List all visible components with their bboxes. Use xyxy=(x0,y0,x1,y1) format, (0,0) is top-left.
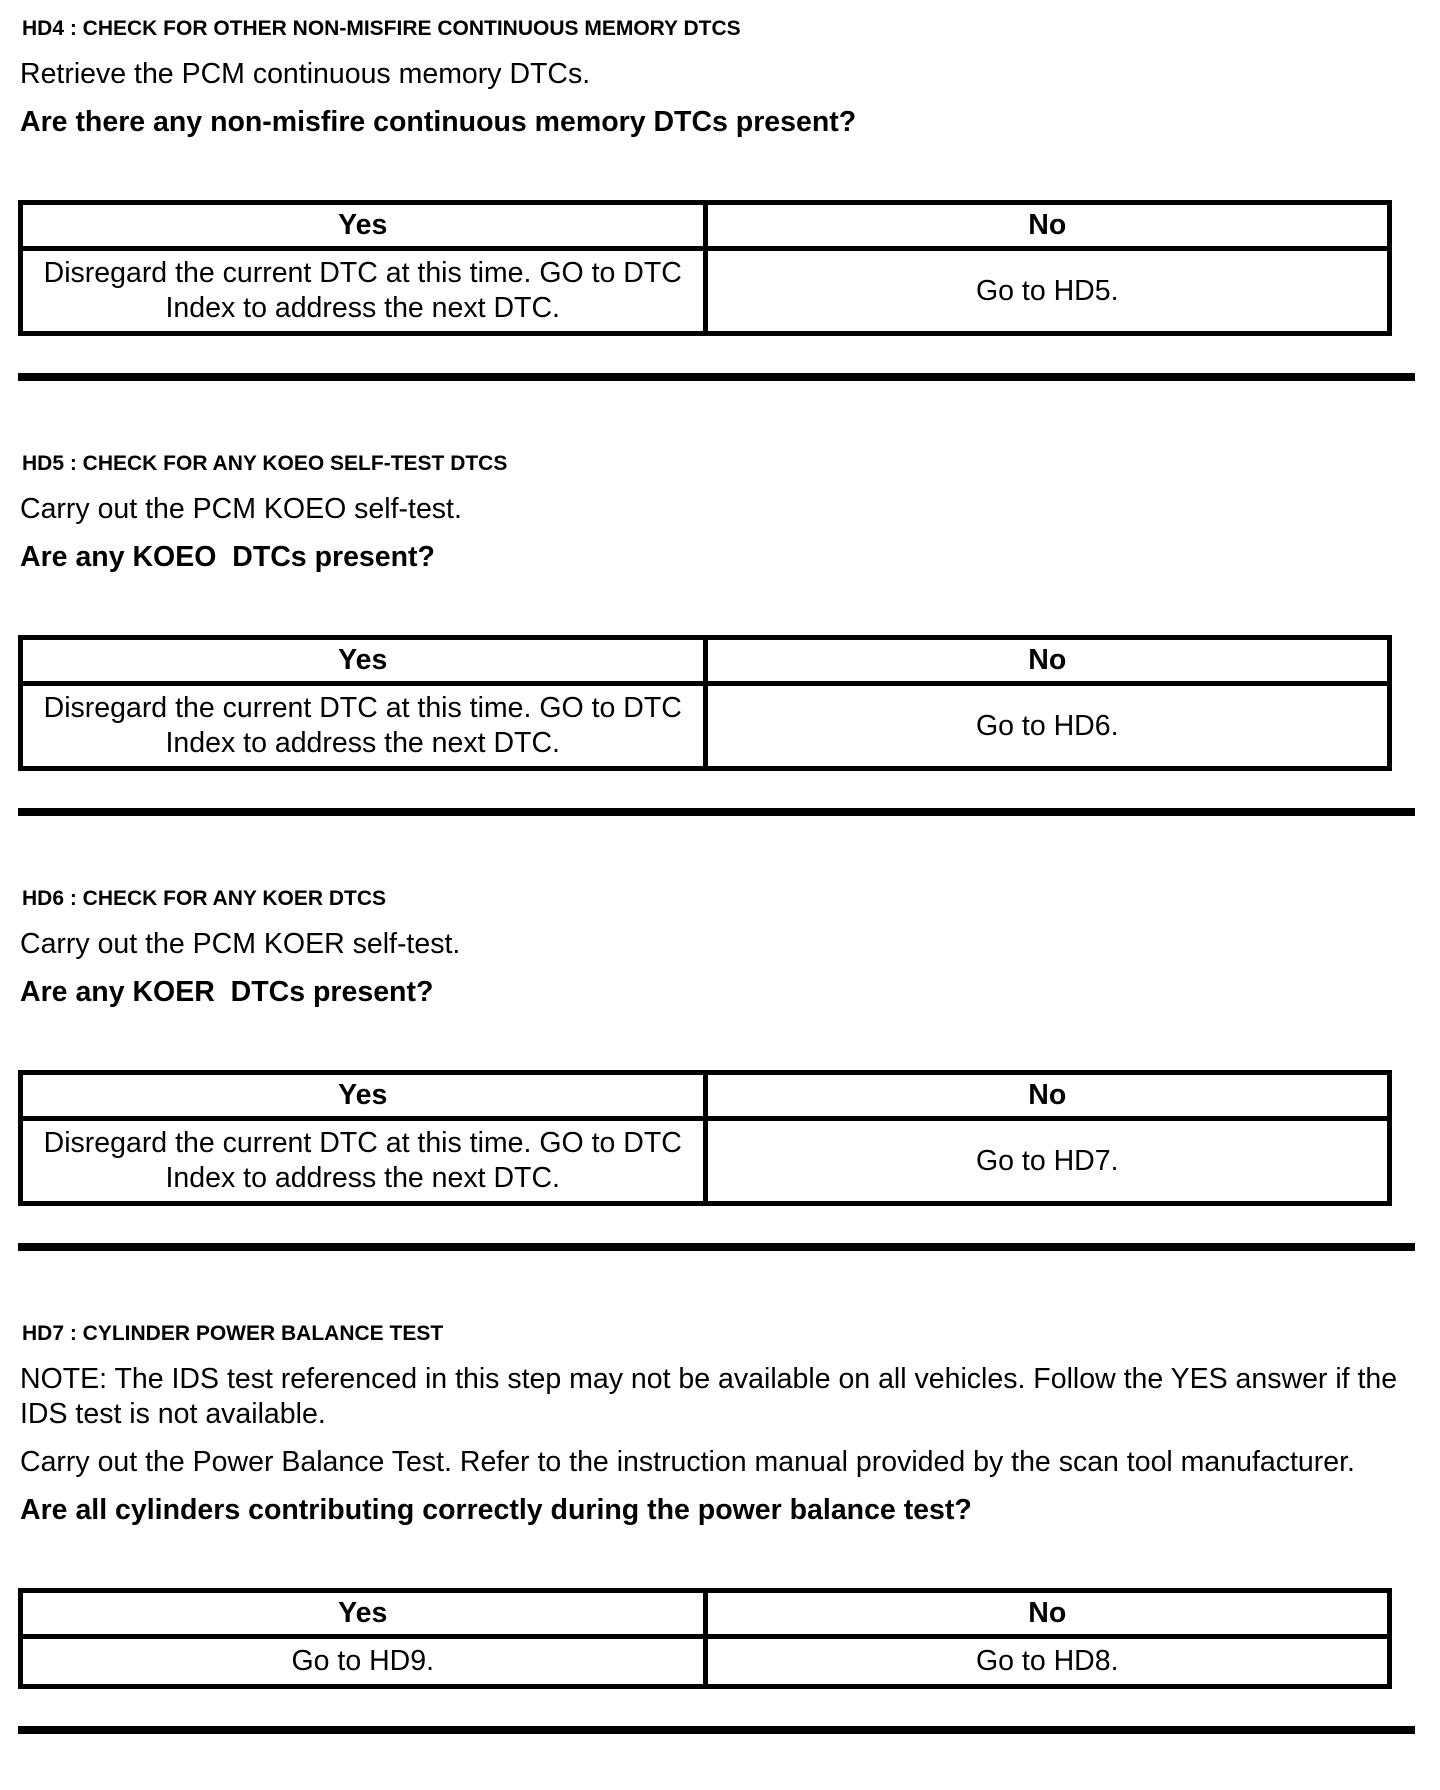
no-action-cell: Go to HD5. xyxy=(705,249,1390,334)
step-hd6-decision-table xyxy=(18,1070,1392,1206)
no-action-cell: Go to HD6. xyxy=(705,684,1390,769)
yes-column-header: Yes xyxy=(21,638,706,684)
step-hd7-heading: HD7 : CYLINDER POWER BALANCE TEST xyxy=(22,1322,444,1345)
yes-column-header: Yes xyxy=(21,1591,706,1637)
yes-column-header: Yes xyxy=(21,1073,706,1119)
no-action-cell: Go to HD8. xyxy=(705,1637,1390,1687)
decision-table-header-row xyxy=(21,1073,1390,1119)
section-divider xyxy=(18,373,1415,381)
step-hd7-question: Are all cylinders contributing correctly during the power balance test? xyxy=(20,1494,972,1526)
step-hd7 xyxy=(20,1321,1420,1734)
section-divider xyxy=(18,808,1415,816)
decision-table-header-row xyxy=(21,203,1390,249)
step-hd5-heading: HD5 : CHECK FOR ANY KOEO SELF-TEST DTCS xyxy=(22,452,508,475)
section-divider xyxy=(18,1726,1415,1734)
decision-table-action-row xyxy=(21,1637,1390,1687)
no-column-header: No xyxy=(705,1073,1390,1119)
no-column-header: No xyxy=(705,638,1390,684)
yes-action-cell: Go to HD9. xyxy=(21,1637,706,1687)
step-hd4-decision-table xyxy=(18,200,1392,336)
yes-column-header: Yes xyxy=(21,203,706,249)
step-hd6-question: Are any KOER DTCs present? xyxy=(20,976,434,1008)
step-hd5-question: Are any KOEO DTCs present? xyxy=(20,541,435,573)
no-action-cell: Go to HD7. xyxy=(705,1119,1390,1204)
step-hd6 xyxy=(20,886,1420,1251)
step-hd6-instruction: Carry out the PCM KOER self-test. xyxy=(20,928,461,960)
step-hd4-heading: HD4 : CHECK FOR OTHER NON-MISFIRE CONTINUOUS MEMORY DTCS xyxy=(22,17,741,40)
decision-table-header-row xyxy=(21,638,1390,684)
step-hd4-instruction: Retrieve the PCM continuous memory DTCs. xyxy=(20,58,591,90)
step-hd7-note: NOTE: The IDS test referenced in this step may not be available on all vehicles. Follow the YES answer if the IDS test is not available. xyxy=(20,1363,1406,1430)
step-hd5 xyxy=(20,451,1420,816)
step-hd5-decision-table xyxy=(18,635,1392,771)
step-hd6-heading: HD6 : CHECK FOR ANY KOER DTCS xyxy=(22,887,387,910)
yes-action-cell: Disregard the current DTC at this time. GO to DTC Index to address the next DTC. xyxy=(21,1119,706,1204)
decision-table-action-row xyxy=(21,1119,1390,1204)
decision-table-action-row xyxy=(21,684,1390,769)
yes-action-cell: Disregard the current DTC at this time. GO to DTC Index to address the next DTC. xyxy=(21,249,706,334)
step-hd7-decision-table xyxy=(18,1588,1392,1689)
decision-table-header-row xyxy=(21,1591,1390,1637)
step-hd4 xyxy=(20,16,1420,381)
step-hd5-instruction: Carry out the PCM KOEO self-test. xyxy=(20,493,462,525)
no-column-header: No xyxy=(705,1591,1390,1637)
yes-action-cell: Disregard the current DTC at this time. GO to DTC Index to address the next DTC. xyxy=(21,684,706,769)
step-hd7-instruction: Carry out the Power Balance Test. Refer to the instruction manual provided by the scan tool manufacturer. xyxy=(20,1446,1355,1478)
no-column-header: No xyxy=(705,203,1390,249)
section-divider xyxy=(18,1243,1415,1251)
decision-table-action-row xyxy=(21,249,1390,334)
step-hd4-question: Are there any non-misfire continuous memory DTCs present? xyxy=(20,106,857,138)
